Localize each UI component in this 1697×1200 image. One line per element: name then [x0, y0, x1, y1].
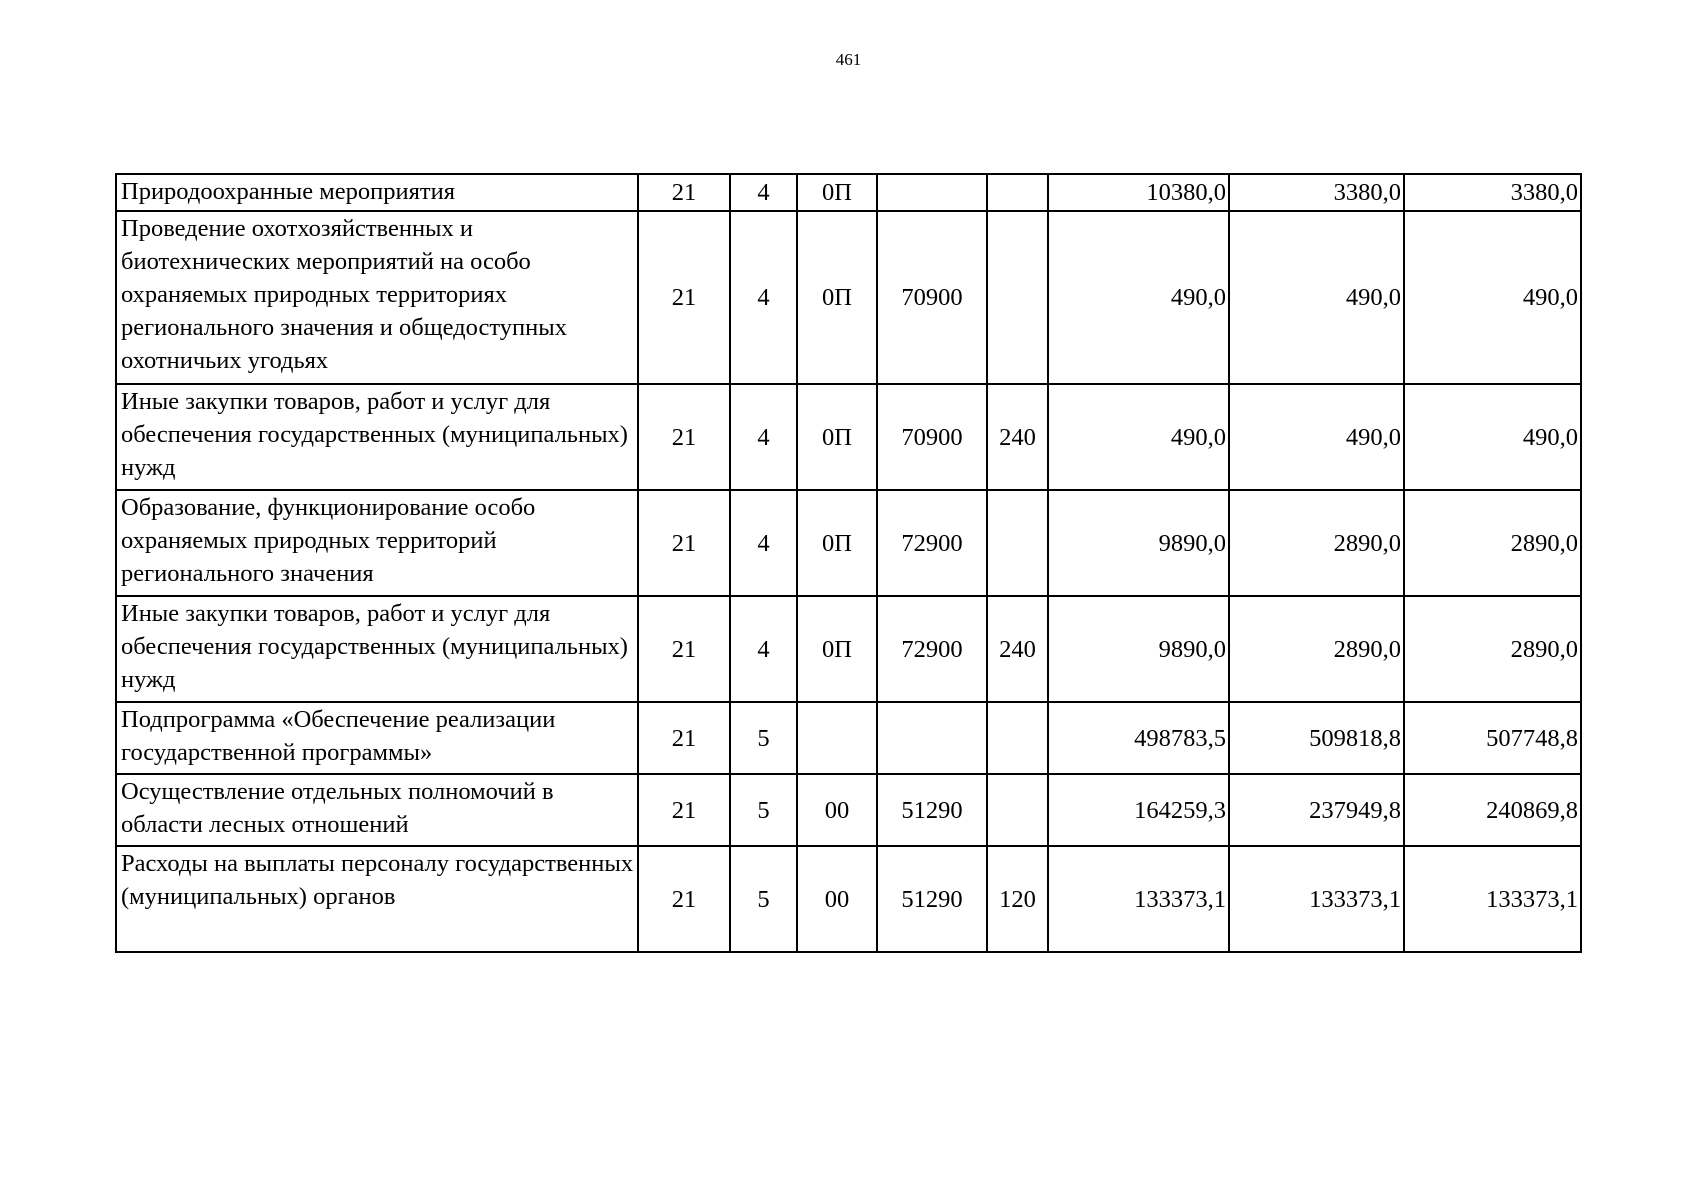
amount-year-3: 490,0 — [1404, 384, 1581, 490]
event-code: 00 — [797, 774, 877, 846]
row-name: Природоохранные мероприятия — [116, 174, 638, 211]
row-name: Проведение охотхозяйственных и биотехнических мероприятий на особо охраняемых природных территориях регионального значения и общедоступных охотничьих угодьях — [116, 211, 638, 384]
expense-type-code — [987, 774, 1048, 846]
expense-type-code — [987, 174, 1048, 211]
page-number: 461 — [835, 50, 862, 69]
amount-year-2: 490,0 — [1229, 211, 1404, 384]
row-name: Образование, функционирование особо охраняемых природных территорий регионального значения — [116, 490, 638, 596]
amount-year-1: 164259,3 — [1048, 774, 1229, 846]
direction-code: 51290 — [877, 846, 987, 952]
program-code: 21 — [638, 174, 730, 211]
program-code: 21 — [638, 846, 730, 952]
expense-type-code: 120 — [987, 846, 1048, 952]
direction-code — [877, 702, 987, 774]
program-code: 21 — [638, 211, 730, 384]
amount-year-2: 2890,0 — [1229, 596, 1404, 702]
amount-year-1: 490,0 — [1048, 384, 1229, 490]
direction-code: 51290 — [877, 774, 987, 846]
amount-year-3: 240869,8 — [1404, 774, 1581, 846]
amount-year-1: 9890,0 — [1048, 490, 1229, 596]
amount-year-2: 133373,1 — [1229, 846, 1404, 952]
subprogram-code: 5 — [730, 846, 797, 952]
subprogram-code: 5 — [730, 774, 797, 846]
table-row — [116, 490, 1581, 596]
event-code: 00 — [797, 846, 877, 952]
row-name: Подпрограмма «Обеспечение реализации государственной программы» — [116, 702, 638, 774]
amount-year-3: 2890,0 — [1404, 596, 1581, 702]
amount-year-3: 2890,0 — [1404, 490, 1581, 596]
event-code: 0П — [797, 211, 877, 384]
row-name: Осуществление отдельных полномочий в области лесных отношений — [116, 774, 638, 846]
amount-year-2: 237949,8 — [1229, 774, 1404, 846]
table-row — [116, 774, 1581, 846]
table-row — [116, 596, 1581, 702]
table-row — [116, 702, 1581, 774]
event-code — [797, 702, 877, 774]
amount-year-1: 9890,0 — [1048, 596, 1229, 702]
subprogram-code: 4 — [730, 384, 797, 490]
amount-year-3: 490,0 — [1404, 211, 1581, 384]
expense-type-code — [987, 490, 1048, 596]
amount-year-1: 490,0 — [1048, 211, 1229, 384]
event-code: 0П — [797, 174, 877, 211]
expense-type-code: 240 — [987, 384, 1048, 490]
table-row — [116, 846, 1581, 952]
row-name: Иные закупки товаров, работ и услуг для обеспечения государственных (муниципальных) нужд — [116, 596, 638, 702]
program-code: 21 — [638, 384, 730, 490]
program-code: 21 — [638, 774, 730, 846]
event-code: 0П — [797, 384, 877, 490]
table-row — [116, 384, 1581, 490]
row-name: Расходы на выплаты персоналу государственных (муниципальных) органов — [116, 846, 638, 952]
direction-code: 72900 — [877, 596, 987, 702]
event-code: 0П — [797, 490, 877, 596]
program-code: 21 — [638, 490, 730, 596]
amount-year-2: 509818,8 — [1229, 702, 1404, 774]
direction-code: 70900 — [877, 384, 987, 490]
table-row — [116, 174, 1581, 211]
amount-year-3: 133373,1 — [1404, 846, 1581, 952]
amount-year-2: 3380,0 — [1229, 174, 1404, 211]
subprogram-code: 4 — [730, 174, 797, 211]
amount-year-1: 498783,5 — [1048, 702, 1229, 774]
program-code: 21 — [638, 596, 730, 702]
direction-code: 70900 — [877, 211, 987, 384]
subprogram-code: 4 — [730, 596, 797, 702]
row-name: Иные закупки товаров, работ и услуг для обеспечения государственных (муниципальных) нужд — [116, 384, 638, 490]
budget-table — [115, 173, 1582, 953]
expense-type-code: 240 — [987, 596, 1048, 702]
amount-year-1: 10380,0 — [1048, 174, 1229, 211]
amount-year-3: 3380,0 — [1404, 174, 1581, 211]
expense-type-code — [987, 211, 1048, 384]
subprogram-code: 4 — [730, 211, 797, 384]
direction-code — [877, 174, 987, 211]
expense-type-code — [987, 702, 1048, 774]
amount-year-3: 507748,8 — [1404, 702, 1581, 774]
table-row — [116, 211, 1581, 384]
direction-code: 72900 — [877, 490, 987, 596]
amount-year-1: 133373,1 — [1048, 846, 1229, 952]
subprogram-code: 4 — [730, 490, 797, 596]
program-code: 21 — [638, 702, 730, 774]
amount-year-2: 2890,0 — [1229, 490, 1404, 596]
subprogram-code: 5 — [730, 702, 797, 774]
amount-year-2: 490,0 — [1229, 384, 1404, 490]
event-code: 0П — [797, 596, 877, 702]
